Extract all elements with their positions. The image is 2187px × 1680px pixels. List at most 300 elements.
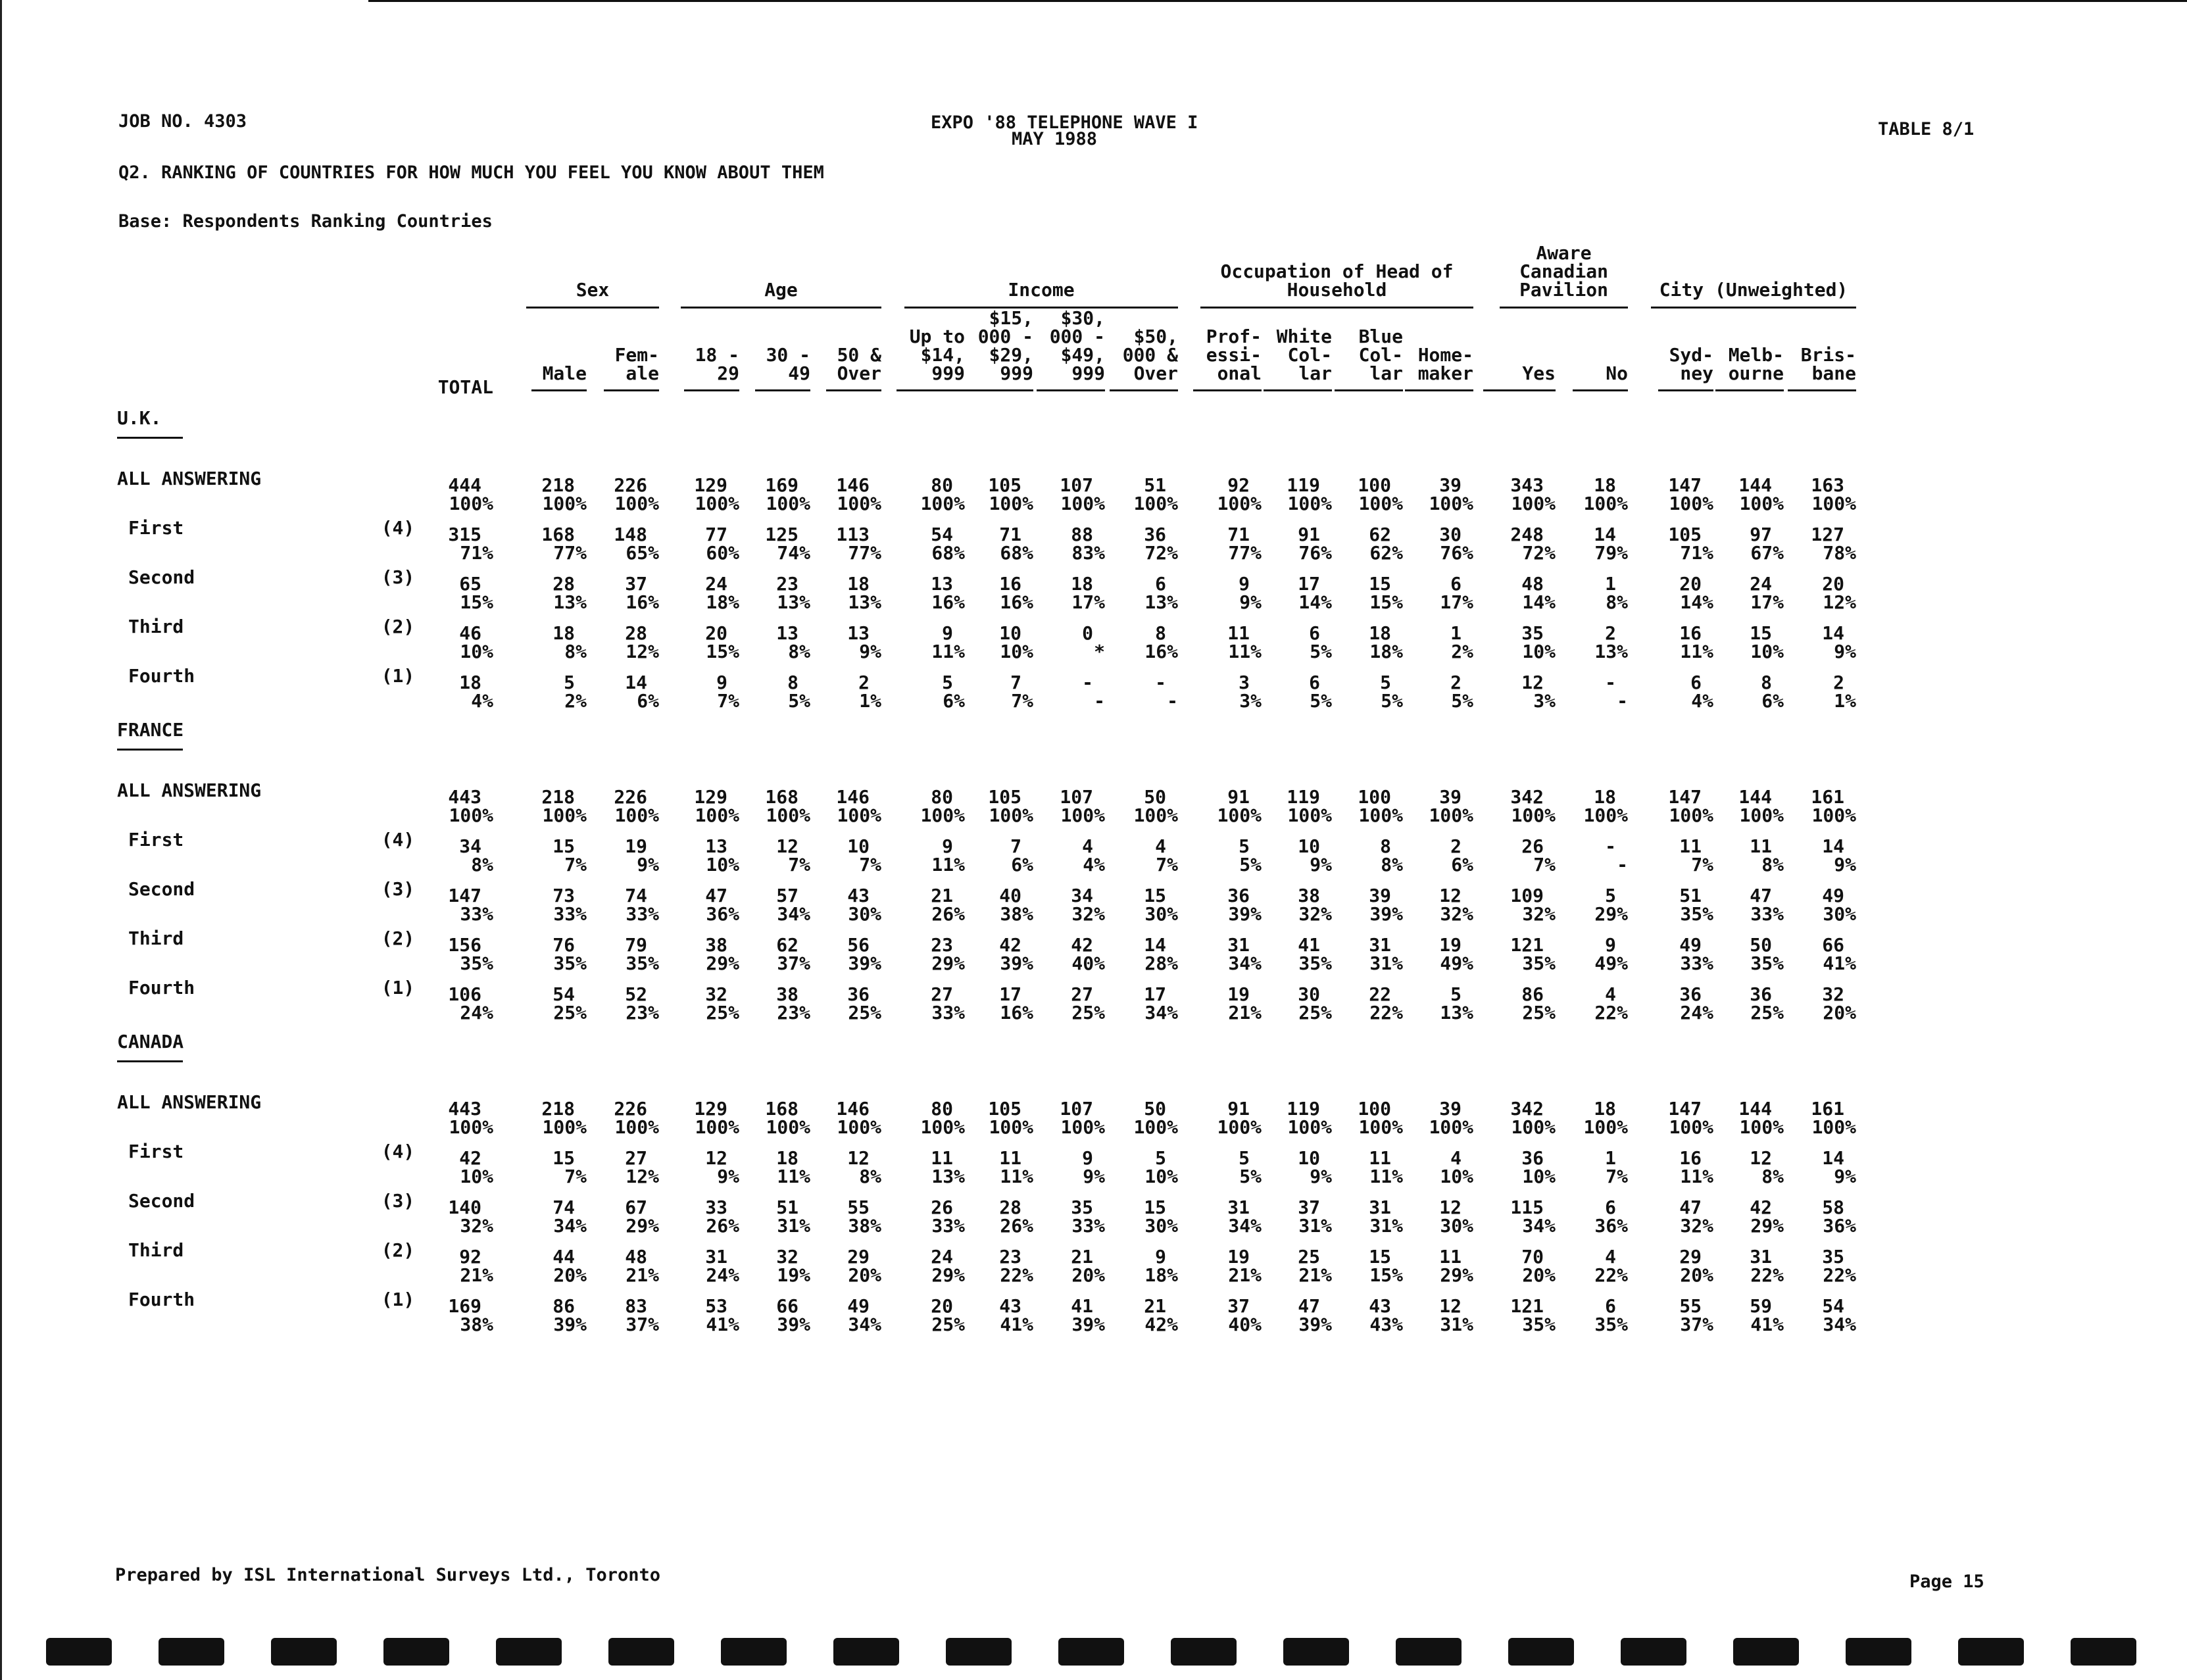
- cell-count: 36: [1679, 983, 1702, 1005]
- cell-percent: 100%: [1583, 804, 1628, 826]
- section-title: CANADA: [117, 1031, 184, 1052]
- cell-count: 21: [1144, 1295, 1166, 1317]
- row-label: ALL ANSWERING: [117, 779, 262, 801]
- cell-count: 15: [1369, 573, 1391, 595]
- cell-percent: 77%: [1228, 542, 1262, 564]
- cell-percent: 26%: [1000, 1215, 1033, 1237]
- cell-percent: -: [1167, 690, 1178, 712]
- table-cell: [408, 887, 493, 924]
- feed-hole: [1396, 1638, 1462, 1666]
- cell-count: 80: [931, 1098, 953, 1120]
- table-cell: [1542, 1198, 1628, 1235]
- cell-count: 49: [847, 1295, 870, 1317]
- group-header-city: City (Unweighted): [1659, 279, 1848, 301]
- table-cell: [574, 624, 659, 661]
- cell-percent: 34%: [1522, 1215, 1556, 1237]
- cell-percent: 17%: [1440, 591, 1473, 613]
- cell-count: 42: [459, 1147, 481, 1169]
- section-underline: [117, 749, 183, 751]
- row-rank-weight: (1): [381, 977, 415, 999]
- cell-percent: 15%: [1369, 591, 1403, 613]
- cell-count: 50: [1144, 1098, 1166, 1120]
- column-header: Prof- essi- onal: [1206, 326, 1262, 384]
- cell-percent: 7%: [564, 1166, 587, 1187]
- cell-count: 9: [1082, 1147, 1093, 1169]
- column-header: 30 - 49: [766, 344, 810, 384]
- cell-count: 58: [1822, 1197, 1844, 1218]
- cell-percent: 34%: [553, 1215, 587, 1237]
- cell-count: 2: [1833, 672, 1844, 693]
- column-underline: [1037, 389, 1105, 391]
- cell-percent: 33%: [931, 1215, 965, 1237]
- cell-count: 12: [1521, 672, 1544, 693]
- survey-title: EXPO '88 TELEPHONE WAVE I: [931, 112, 1198, 133]
- cell-count: 12: [1750, 1147, 1772, 1169]
- feed-hole: [1171, 1638, 1237, 1666]
- table-cell: [1542, 575, 1628, 612]
- cell-count: 41: [1071, 1295, 1093, 1317]
- cell-count: 443: [448, 1098, 481, 1120]
- table-cell: [1771, 887, 1856, 924]
- column-underline: [755, 389, 810, 391]
- cell-count: 1: [1605, 1147, 1616, 1169]
- column-underline: [826, 389, 881, 391]
- cell-percent: 25%: [1750, 1002, 1784, 1024]
- cell-count: 29: [847, 1246, 870, 1268]
- group-header-age: Age: [764, 279, 798, 301]
- cell-percent: 100%: [1287, 1116, 1332, 1138]
- cell-percent: 11%: [777, 1166, 810, 1187]
- cell-percent: 13%: [1440, 1002, 1473, 1024]
- cell-count: 34: [459, 835, 481, 857]
- cell-percent: 12%: [1823, 591, 1856, 613]
- feed-hole: [1283, 1638, 1349, 1666]
- cell-percent: 2%: [1451, 641, 1473, 662]
- cell-percent: 38%: [1000, 903, 1033, 925]
- cell-count: 52: [625, 983, 647, 1005]
- cell-percent: 78%: [1823, 542, 1856, 564]
- column-underline: [1110, 389, 1178, 391]
- cell-count: 36: [1750, 983, 1772, 1005]
- section-title: FRANCE: [117, 719, 184, 741]
- row-rank-weight: (1): [381, 1289, 415, 1310]
- cell-count: 12: [1439, 1197, 1462, 1218]
- table-cell: [1771, 624, 1856, 661]
- table-cell: [1388, 788, 1473, 825]
- table-cell: [1771, 1297, 1856, 1334]
- row-rank-weight: (4): [381, 1141, 415, 1162]
- table-cell: [1093, 1100, 1178, 1137]
- cell-count: 146: [836, 474, 870, 496]
- cell-percent: 25%: [706, 1002, 739, 1024]
- cell-count: 17: [1298, 573, 1320, 595]
- feed-hole: [1621, 1638, 1686, 1666]
- cell-count: 18: [847, 573, 870, 595]
- cell-percent: 41%: [1000, 1314, 1033, 1335]
- table-cell: [1771, 476, 1856, 513]
- column-header: 50 & Over: [837, 344, 881, 384]
- cell-percent: 8%: [1606, 591, 1628, 613]
- cell-percent: 35%: [1594, 1314, 1628, 1335]
- cell-percent: 100%: [1358, 804, 1403, 826]
- row-rank-weight: (2): [381, 927, 415, 949]
- cell-count: 7: [1010, 835, 1021, 857]
- cell-count: 13: [847, 622, 870, 644]
- cell-count: 59: [1750, 1295, 1772, 1317]
- cell-count: 51: [1144, 474, 1166, 496]
- cell-count: 21: [1071, 1246, 1093, 1268]
- cell-count: 5: [1155, 1147, 1166, 1169]
- cell-count: 226: [614, 1098, 647, 1120]
- cell-count: 28: [625, 622, 647, 644]
- cell-count: 91: [1227, 786, 1250, 808]
- cell-percent: 100%: [1060, 493, 1105, 514]
- cell-count: 26: [931, 1197, 953, 1218]
- cell-percent: 5%: [1451, 690, 1473, 712]
- cell-percent: 9%: [1834, 854, 1856, 876]
- table-cell: [1542, 624, 1628, 661]
- cell-count: 0: [1082, 622, 1093, 644]
- table-cell: [574, 837, 659, 874]
- cell-count: 19: [1227, 983, 1250, 1005]
- feed-hole: [383, 1638, 449, 1666]
- cell-percent: 60%: [706, 542, 739, 564]
- cell-count: 3: [1239, 672, 1250, 693]
- cell-percent: 25%: [1522, 1002, 1556, 1024]
- cell-percent: 30%: [1144, 903, 1178, 925]
- cell-count: 80: [931, 786, 953, 808]
- cell-percent: 20%: [1071, 1264, 1105, 1286]
- table-cell: [1388, 985, 1473, 1022]
- table-cell: [1093, 624, 1178, 661]
- cell-percent: 35%: [553, 952, 587, 974]
- section-title: U.K.: [117, 407, 162, 429]
- cell-count: 17: [1144, 983, 1166, 1005]
- cell-count: 50: [1750, 934, 1772, 956]
- table-cell: [796, 985, 881, 1022]
- cell-count: 35: [1071, 1197, 1093, 1218]
- cell-count: 11: [1439, 1246, 1462, 1268]
- cell-percent: 6%: [637, 690, 659, 712]
- row-rank-weight: (3): [381, 566, 415, 588]
- cell-percent: 100%: [1133, 493, 1178, 514]
- cell-percent: 100%: [1669, 493, 1713, 514]
- table-cell: [408, 1198, 493, 1235]
- cell-percent: 9%: [1834, 1166, 1856, 1187]
- table-cell: [1542, 526, 1628, 562]
- cell-percent: 33%: [931, 1002, 965, 1024]
- cell-count: 24: [705, 573, 727, 595]
- column-header: $50, 000 & Over: [1122, 326, 1178, 384]
- table-cell: [1771, 1100, 1856, 1137]
- cell-percent: 29%: [1750, 1215, 1784, 1237]
- row-label: First: [128, 517, 184, 539]
- cell-count: 218: [541, 1098, 575, 1120]
- cell-percent: 100%: [920, 1116, 965, 1138]
- table-cell: [1542, 985, 1628, 1022]
- cell-count: 12: [1439, 885, 1462, 906]
- cell-count: 28: [999, 1197, 1021, 1218]
- cell-count: 18: [459, 672, 481, 693]
- cell-count: 12: [1439, 1295, 1462, 1317]
- cell-percent: 100%: [1669, 1116, 1713, 1138]
- cell-count: 109: [1510, 885, 1544, 906]
- cell-percent: 3%: [1533, 690, 1556, 712]
- cell-count: 15: [1144, 1197, 1166, 1218]
- cell-count: 36: [1227, 885, 1250, 906]
- column-header: Fem- ale: [614, 344, 659, 384]
- column-underline: [1405, 389, 1473, 391]
- column-underline: [684, 389, 739, 391]
- cell-percent: 30%: [1144, 1215, 1178, 1237]
- cell-percent: 71%: [1680, 542, 1713, 564]
- column-underline: [897, 389, 965, 391]
- cell-percent: 65%: [626, 542, 659, 564]
- cell-count: 22: [1369, 983, 1391, 1005]
- table-cell: [1388, 575, 1473, 612]
- cell-percent: 8%: [471, 854, 493, 876]
- table-cell: [796, 887, 881, 924]
- cell-count: 21: [931, 885, 953, 906]
- table-cell: [796, 526, 881, 562]
- cell-count: 47: [705, 885, 727, 906]
- table-cell: [1771, 1198, 1856, 1235]
- cell-count: 14: [625, 672, 647, 693]
- cell-percent: 100%: [989, 1116, 1033, 1138]
- cell-count: 86: [553, 1295, 575, 1317]
- cell-count: 14: [1822, 1147, 1844, 1169]
- cell-count: 31: [1750, 1246, 1772, 1268]
- cell-count: 144: [1738, 1098, 1772, 1120]
- cell-count: 56: [847, 934, 870, 956]
- cell-count: 4: [1605, 983, 1616, 1005]
- cell-percent: 34%: [1228, 952, 1262, 974]
- cell-count: 168: [541, 524, 575, 545]
- cell-count: 49: [1679, 934, 1702, 956]
- column-header: Up to $14, 999: [909, 326, 965, 384]
- feed-hole: [1508, 1638, 1574, 1666]
- cell-percent: 41%: [1823, 952, 1856, 974]
- cell-percent: 22%: [1369, 1002, 1403, 1024]
- cell-percent: 39%: [848, 952, 881, 974]
- cell-count: 11: [931, 1147, 953, 1169]
- cell-percent: 7%: [859, 854, 881, 876]
- table-cell: [574, 985, 659, 1022]
- cell-count: 44: [553, 1246, 575, 1268]
- cell-count: 144: [1738, 474, 1772, 496]
- cell-percent: 20%: [848, 1264, 881, 1286]
- table-cell: [1093, 1198, 1178, 1235]
- cell-percent: 9%: [1083, 1166, 1105, 1187]
- cell-count: 113: [836, 524, 870, 545]
- feed-hole: [1733, 1638, 1799, 1666]
- cell-count: 42: [1750, 1197, 1772, 1218]
- cell-count: 11: [1679, 835, 1702, 857]
- table-cell: [1542, 674, 1628, 710]
- cell-count: 18: [1071, 573, 1093, 595]
- cell-count: 10: [1298, 835, 1320, 857]
- cell-percent: 100%: [1739, 1116, 1784, 1138]
- table-cell: [408, 624, 493, 661]
- cell-percent: 39%: [1228, 903, 1262, 925]
- cell-count: 9: [942, 622, 953, 644]
- cell-percent: 72%: [1144, 542, 1178, 564]
- feed-hole: [946, 1638, 1012, 1666]
- cell-percent: 3%: [1239, 690, 1262, 712]
- cell-count: 13: [705, 835, 727, 857]
- table-cell: [1093, 526, 1178, 562]
- cell-percent: 37%: [626, 1314, 659, 1335]
- cell-percent: 74%: [777, 542, 810, 564]
- cell-percent: 6%: [1761, 690, 1784, 712]
- cell-percent: 71%: [460, 542, 493, 564]
- cell-count: 54: [553, 983, 575, 1005]
- cell-count: 20: [931, 1295, 953, 1317]
- cell-percent: 100%: [1429, 804, 1473, 826]
- table-cell: [1388, 1297, 1473, 1334]
- table-cell: [408, 1100, 493, 1137]
- cell-percent: 31%: [1369, 1215, 1403, 1237]
- feed-hole: [159, 1638, 224, 1666]
- cell-percent: 16%: [1000, 1002, 1033, 1024]
- cell-percent: 100%: [695, 804, 739, 826]
- cell-count: 57: [776, 885, 799, 906]
- cell-percent: 16%: [931, 591, 965, 613]
- table-cell: [1542, 936, 1628, 973]
- row-rank-weight: (3): [381, 878, 415, 900]
- table-cell: [1542, 1149, 1628, 1186]
- cell-count: 2: [1450, 835, 1462, 857]
- cell-percent: 13%: [1594, 641, 1628, 662]
- table-cell: [574, 887, 659, 924]
- feed-hole: [1958, 1638, 2024, 1666]
- cell-percent: 11%: [931, 854, 965, 876]
- column-header: 18 - 29: [695, 344, 739, 384]
- table-cell: [574, 1100, 659, 1137]
- cell-percent: 24%: [1680, 1002, 1713, 1024]
- prepared-by: Prepared by ISL International Surveys Ltd., Toronto: [115, 1565, 661, 1585]
- cell-percent: *: [1094, 641, 1105, 662]
- cell-count: 36: [1521, 1147, 1544, 1169]
- cell-percent: 7%: [1156, 854, 1178, 876]
- cell-count: 26: [1521, 835, 1544, 857]
- cell-percent: 33%: [553, 903, 587, 925]
- table-cell: [574, 1248, 659, 1285]
- section-underline: [117, 437, 183, 439]
- cell-percent: 100%: [449, 493, 493, 514]
- cell-percent: 79%: [1594, 542, 1628, 564]
- table-cell: [1771, 788, 1856, 825]
- cell-percent: 39%: [1369, 903, 1403, 925]
- cell-percent: 29%: [706, 952, 739, 974]
- cell-count: 156: [448, 934, 481, 956]
- table-cell: [796, 788, 881, 825]
- column-header: Male: [542, 362, 587, 384]
- cell-percent: 100%: [766, 493, 810, 514]
- cell-count: 105: [988, 1098, 1021, 1120]
- cell-count: 31: [1227, 934, 1250, 956]
- cell-count: 147: [1668, 1098, 1702, 1120]
- cell-count: 53: [705, 1295, 727, 1317]
- table-cell: [1542, 1248, 1628, 1285]
- cell-percent: 1%: [1834, 690, 1856, 712]
- cell-percent: 10%: [460, 1166, 493, 1187]
- feed-hole: [833, 1638, 899, 1666]
- column-underline: [1658, 389, 1713, 391]
- cell-percent: 35%: [1750, 952, 1784, 974]
- table-cell: [1771, 837, 1856, 874]
- row-rank-weight: (3): [381, 1190, 415, 1212]
- cell-count: 31: [1227, 1197, 1250, 1218]
- cell-count: 15: [1144, 885, 1166, 906]
- cell-count: 248: [1510, 524, 1544, 545]
- table-cell: [1771, 526, 1856, 562]
- cell-count: 48: [1521, 573, 1544, 595]
- column-header: TOTAL: [437, 376, 493, 398]
- cell-count: 444: [448, 474, 481, 496]
- table-cell: [408, 674, 493, 710]
- cell-percent: 11%: [1369, 1166, 1403, 1187]
- table-cell: [574, 788, 659, 825]
- cell-count: 66: [776, 1295, 799, 1317]
- cell-percent: 4%: [1083, 854, 1105, 876]
- cell-percent: 100%: [920, 493, 965, 514]
- cell-count: 100: [1358, 786, 1391, 808]
- row-label: Second: [128, 878, 195, 900]
- cell-count: 35: [1822, 1246, 1844, 1268]
- cell-percent: 40%: [1071, 952, 1105, 974]
- cell-count: 40: [999, 885, 1021, 906]
- cell-count: 14: [1144, 934, 1166, 956]
- table-cell: [1771, 985, 1856, 1022]
- cell-percent: 9%: [1310, 854, 1332, 876]
- cell-percent: 6%: [1451, 854, 1473, 876]
- group-header-income: Income: [1008, 279, 1075, 301]
- table-cell: [1542, 476, 1628, 513]
- table-cell: [1542, 1297, 1628, 1334]
- cell-count: 218: [541, 474, 575, 496]
- cell-percent: 13%: [931, 1166, 965, 1187]
- cell-percent: 35%: [1298, 952, 1332, 974]
- cell-percent: 15%: [460, 591, 493, 613]
- cell-count: 5: [1380, 672, 1391, 693]
- cell-percent: 20%: [1522, 1264, 1556, 1286]
- cell-count: 129: [694, 1098, 727, 1120]
- cell-count: 37: [1227, 1295, 1250, 1317]
- table-cell: [796, 936, 881, 973]
- cell-count: 5: [564, 672, 575, 693]
- table-cell: [796, 1198, 881, 1235]
- cell-percent: 34%: [848, 1314, 881, 1335]
- table-cell: [1093, 1297, 1178, 1334]
- table-cell: [1771, 674, 1856, 710]
- cell-count: 51: [1679, 885, 1702, 906]
- cell-count: 169: [448, 1295, 481, 1317]
- cell-percent: 35%: [1522, 952, 1556, 974]
- column-header: White Col- lar: [1276, 326, 1332, 384]
- cell-percent: 41%: [1750, 1314, 1784, 1335]
- cell-count: 65: [459, 573, 481, 595]
- top-rule: [368, 0, 2187, 2]
- cell-percent: 5%: [1239, 854, 1262, 876]
- cell-percent: 100%: [1133, 1116, 1178, 1138]
- group-header-sex: Sex: [576, 279, 610, 301]
- cell-count: 100: [1358, 474, 1391, 496]
- cell-percent: 5%: [1310, 641, 1332, 662]
- question-text: Q2. RANKING OF COUNTRIES FOR HOW MUCH YOU FEEL YOU KNOW ABOUT THEM: [118, 162, 824, 183]
- cell-count: 42: [1071, 934, 1093, 956]
- cell-percent: 31%: [1298, 1215, 1332, 1237]
